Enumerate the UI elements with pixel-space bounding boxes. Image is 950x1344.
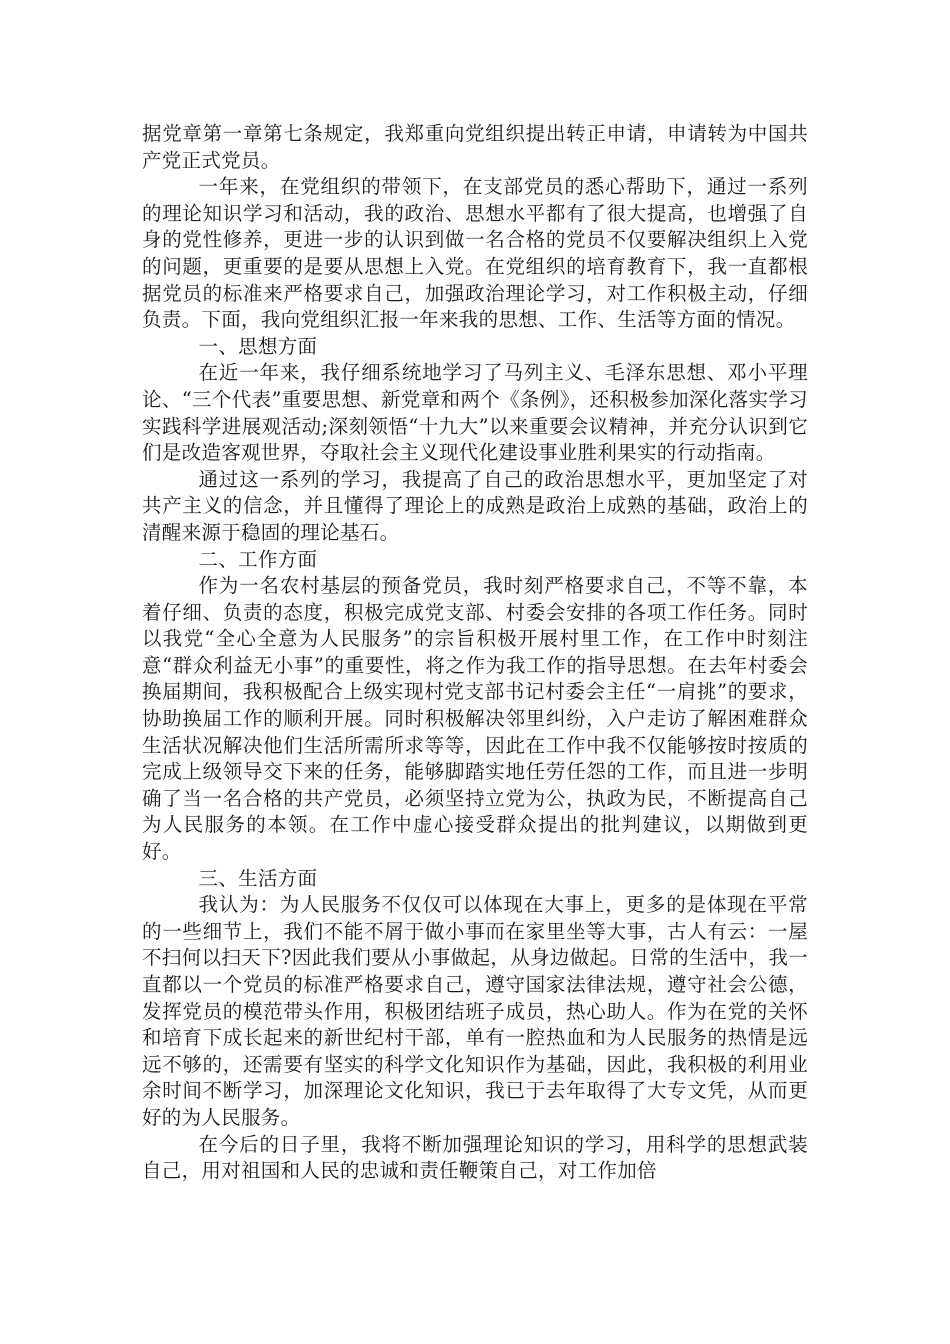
section-heading-thought: 一、思想方面 (198, 334, 318, 358)
paragraph-intro: 据党章第一章第七条规定，我郑重向党组织提出转正申请，申请转为中国共产党正式党员。 (142, 122, 808, 172)
paragraph-thought-study: 在近一年来，我仔细系统地学习了马列主义、毛泽东思想、邓小平理论、“三个代表”重要思想、新党章和两个《条例》，还积极参加深化落实学习实践科学进展观活动;深刻领悟“十九大”以来重要会议精神，并充分认识到它们是改造客观世界，夺取社会主义现代化建设事业胜利果实的行动指南。 (142, 361, 808, 465)
paragraph-overview: 一年来，在党组织的带领下，在支部党员的悉心帮助下，通过一系列的理论知识学习和活动，我的政治、思想水平都有了很大提高，也增强了自身的党性修养，更进一步的认识到做一名合格的党员不仅要解决组织上入党的问题，更重要的是要从思想上入党。在党组织的培育教育下，我一直都根据党员的标准来严格要求自己，加强政治理论学习，对工作积极主动，仔细负责。下面，我向党组织汇报一年来我的思想、工作、生活等方面的情况。 (142, 175, 808, 332)
section-heading-work: 二、工作方面 (198, 547, 318, 571)
document-body (142, 121, 808, 1185)
section-heading-life: 三、生活方面 (198, 866, 318, 890)
paragraph-work: 作为一名农村基层的预备党员，我时刻严格要求自己，不等不靠，本着仔细、负责的态度，积极完成党支部、村委会安排的各项工作任务。同时以我党“全心全意为人民服务”的宗旨积极开展村里工作，在工作中时刻注意“群众利益无小事”的重要性，将之作为我工作的指导思想。在去年村委会换届期间，我积极配合上级实现村党支部书记村委会主任“一肩挑”的要求，协助换届工作的顺利开展。同时积极解决邻里纠纷，入户走访了解困难群众生活状况解决他们生活所需所求等等，因此在工作中我不仅能够按时按质的完成上级领导交下来的任务，能够脚踏实地任劳任怨的工作，而且进一步明确了当一名合格的共产党员，必须坚持立党为公，执政为民，不断提高自己为人民服务的本领。在工作中虚心接受群众提出的批判建议，以期做到更好。 (142, 574, 808, 864)
paragraph-thought-result: 通过这一系列的学习，我提高了自己的政治思想水平，更加坚定了对共产主义的信念，并且懂得了理论上的成熟是政治上成熟的基础，政治上的清醒来源于稳固的理论基石。 (142, 467, 808, 544)
paragraph-life: 我认为：为人民服务不仅仅可以体现在大事上，更多的是体现在平常的一些细节上，我们不能不屑于做小事而在家里坐等大事，古人有云：一屋不扫何以扫天下?因此我们要从小事做起，从身边做起。日常的生活中，我一直都以一个党员的标准严格要求自己，遵守国家法律法规，遵守社会公德，发挥党员的模范带头作用，积极团结班子成员，热心助人。作为在党的关怀和培育下成长起来的新世纪村干部，单有一腔热血和为人民服务的热情是远远不够的，还需要有坚实的科学文化知识作为基础，因此，我积极的利用业余时间不断学习，加深理论文化知识，我已于去年取得了大专文凭，从而更好的为人民服务。 (142, 893, 808, 1129)
paragraph-future: 在今后的日子里，我将不断加强理论知识的学习，用科学的思想武装自己，用对祖国和人民的忠诚和责任鞭策自己，对工作加倍 (142, 1132, 808, 1183)
